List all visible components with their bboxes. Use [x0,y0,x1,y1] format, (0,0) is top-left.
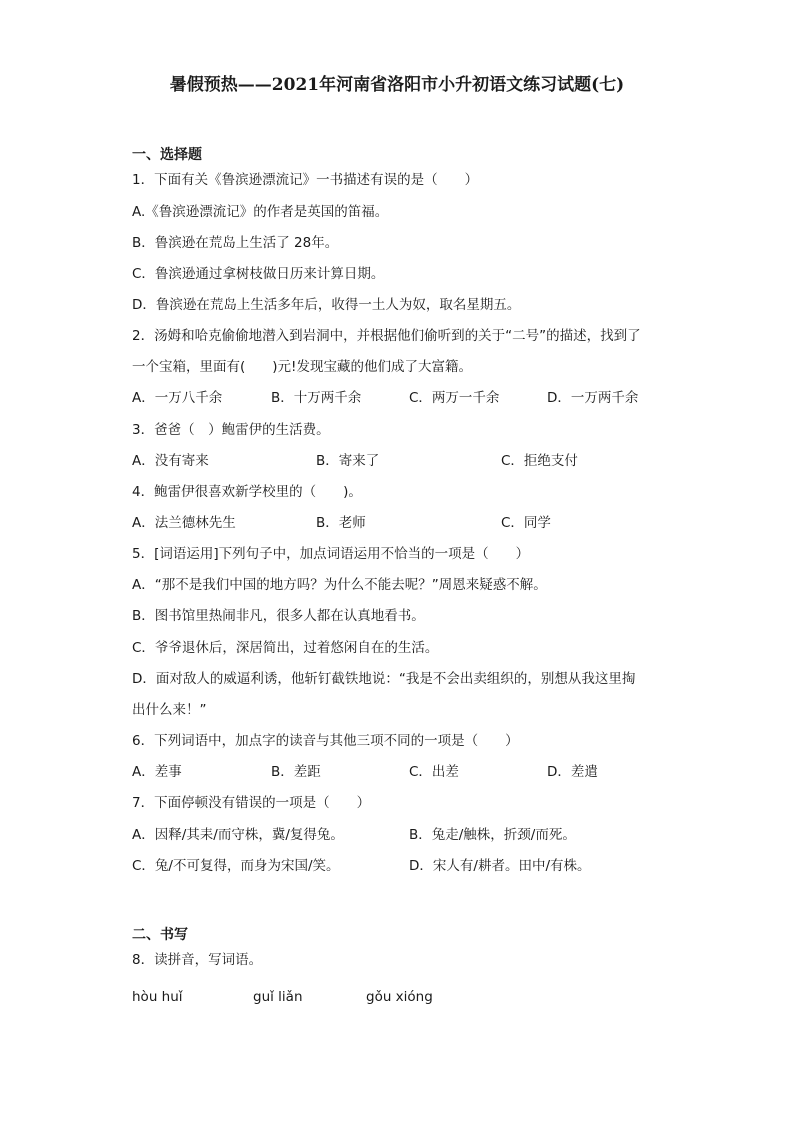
pinyin-1: hòu huǐ [132,989,183,1005]
question-6-option-b: B．差距 [271,764,321,780]
question-5-option-b: B．图书馆里热闹非凡，很多人都在认真地看书。 [132,608,425,624]
question-7-stem: 7．下面停顿没有错误的一项是（ ） [132,795,371,811]
question-3-option-b: B．寄来了 [316,453,380,469]
question-3-option-c: C．拒绝支付 [501,453,578,469]
page-title: 暑假预热——2021年河南省洛阳市小升初语文练习试题(七) [169,75,625,95]
question-5-option-d-line2: 出什么来！” [132,702,207,718]
question-1-option-d: D．鲁滨逊在荒岛上生活多年后，收得一土人为奴，取名星期五。 [132,297,521,313]
question-7-option-c: C．兔/不可复得，而身为宋国/笑。 [132,858,340,874]
question-3-option-a: A．没有寄来 [132,453,209,469]
question-2-option-b: B．十万两千余 [271,390,362,406]
question-5-stem: 5．[词语运用]下列句子中，加点词语运用不恰当的一项是（ ） [132,546,530,562]
question-6-stem: 6．下列词语中，加点字的读音与其他三项不同的一项是（ ） [132,733,519,749]
question-2-option-a: A．一万八千余 [132,390,223,406]
question-4-option-b: B．老师 [316,515,366,531]
section-heading-writing: 二、书写 [132,927,188,943]
question-5-option-d-line1: D．面对敌人的威逼利诱，他斩钉截铁地说：“我是不会出卖组织的，别想从我这里掏 [132,671,636,687]
question-5-option-a: A．“那不是我们中国的地方吗？为什么不能去呢？”周恩来疑惑不解。 [132,577,547,593]
question-7-option-a: A．因释/其耒/而守株，冀/复得兔。 [132,827,344,843]
question-7-option-d: D．宋人有/耕者。田中/有株。 [409,858,591,874]
question-5-option-c: C．爷爷退休后，深居简出，过着悠闲自在的生活。 [132,640,439,656]
question-2-stem-line1: 2．汤姆和哈克偷偷地潜入到岩洞中，并根据他们偷听到的关于“二号”的描述，找到了 [132,328,641,344]
question-4-option-c: C．同学 [501,515,551,531]
question-2-option-d: D．一万两千余 [547,390,639,406]
question-7-option-b: B．兔走/触株，折颈/而死。 [409,827,576,843]
question-6-option-c: C．出差 [409,764,459,780]
question-4-stem: 4．鲍雷伊很喜欢新学校里的（ )。 [132,484,362,500]
question-1-stem: 1．下面有关《鲁滨逊漂流记》一书描述有误的是（ ） [132,172,479,188]
question-6-option-d: D．差遣 [547,764,598,780]
question-1-option-c: C．鲁滨逊通过拿树枝做日历来计算日期。 [132,266,385,282]
pinyin-3: gǒu xióng [366,989,433,1005]
question-4-option-a: A．法兰德林先生 [132,515,236,531]
question-1-option-a: A.《鲁滨逊漂流记》的作者是英国的笛福。 [132,204,389,220]
question-6-option-a: A．差事 [132,764,182,780]
question-3-stem: 3．爸爸（ ）鲍雷伊的生活费。 [132,422,330,438]
question-2-option-c: C．两万一千余 [409,390,500,406]
section-heading-choice: 一、选择题 [132,147,202,163]
question-8-stem: 8．读拼音，写词语。 [132,952,263,968]
pinyin-2: guǐ liǎn [253,989,303,1005]
question-2-stem-line2: 一个宝箱，里面有( )元!发现宝藏的他们成了大富籍。 [132,359,472,375]
question-1-option-b: B．鲁滨逊在荒岛上生活了 28年。 [132,235,339,251]
